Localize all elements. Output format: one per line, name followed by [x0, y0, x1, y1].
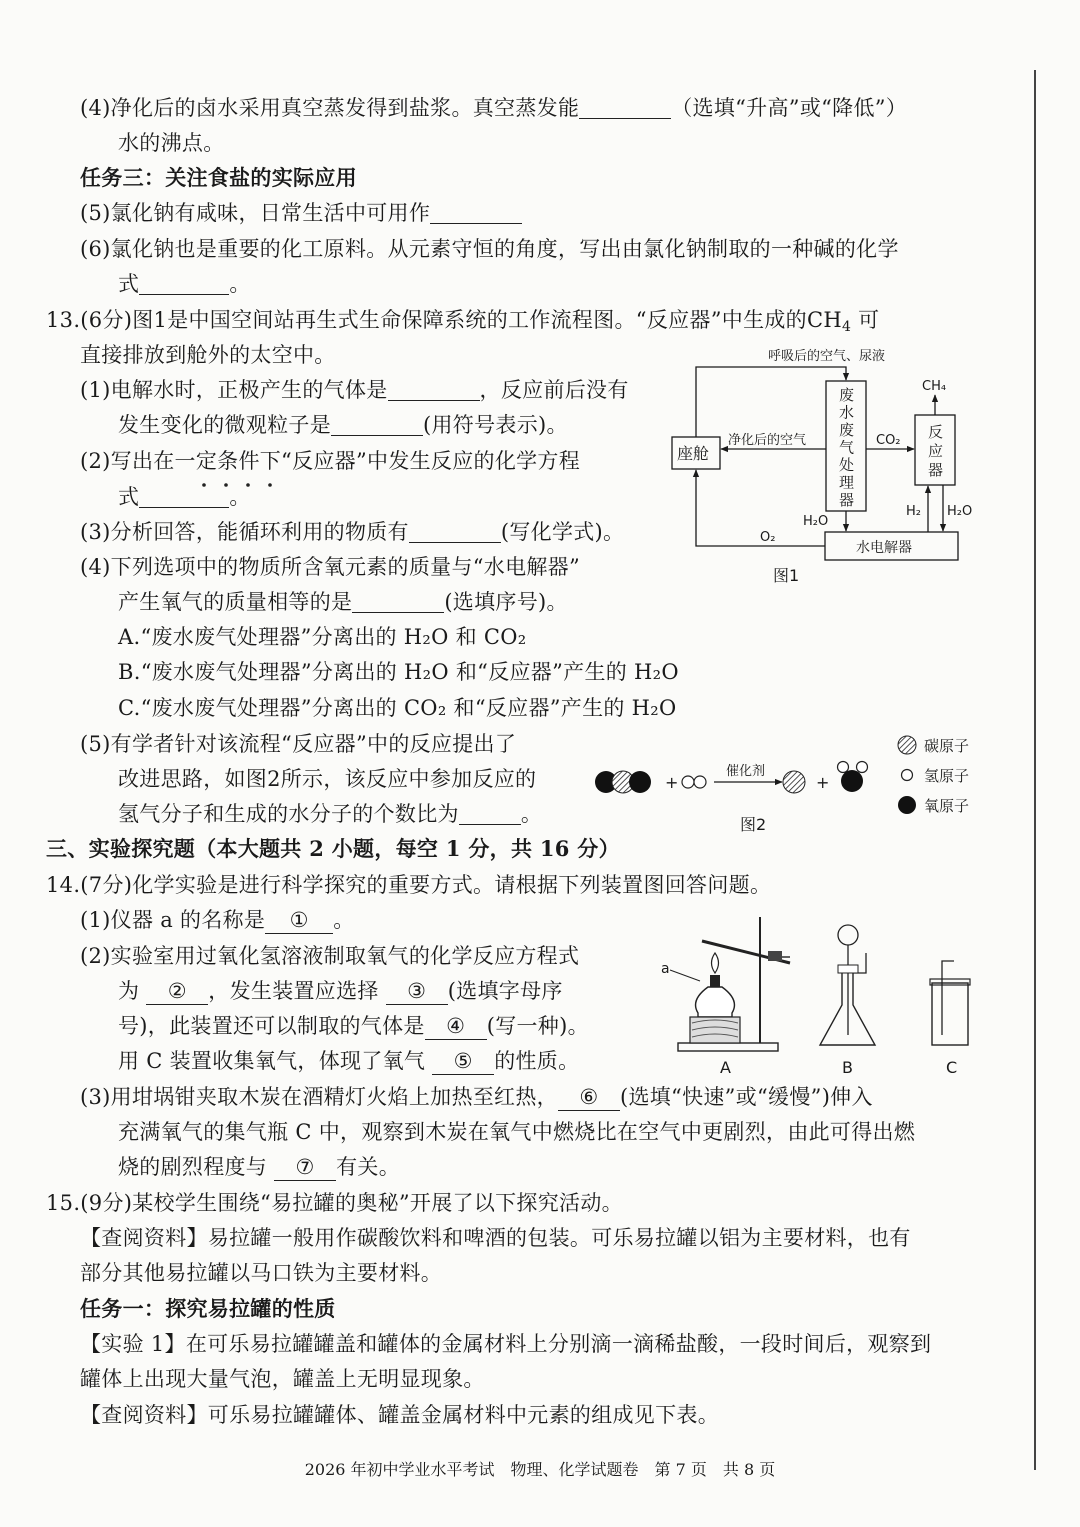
fig1-co2-label: CO₂: [876, 433, 901, 448]
answer-blank-5[interactable]: ⑤: [432, 1048, 494, 1075]
legend-hydrogen-swatch: [902, 770, 913, 781]
apparatus-c-label: C: [946, 1058, 958, 1077]
binding-line: [1034, 70, 1036, 1470]
fig1-h2o-right-label: H₂O: [947, 504, 973, 519]
q13-option-b: B.“废水废气处理器”分离出的 H₂O 和“反应器”产生的 H₂O: [118, 660, 679, 684]
q13-part4-text: 产生氧气的质量相等的是: [118, 590, 353, 614]
fig-box-char: 气: [839, 438, 855, 457]
q14-part3-text3: 烧的剧烈程度与: [118, 1155, 268, 1179]
fig1-caption: 图1: [773, 566, 800, 585]
q14-part2-text6: 用 C 装置收集氧气，体现了氧气: [118, 1049, 426, 1073]
answer-blank[interactable]: [139, 485, 229, 508]
fig1-electrolyzer-label: 水电解器: [856, 540, 912, 556]
period: 。: [333, 908, 355, 932]
fig-box-char: 反: [928, 423, 944, 441]
q12-part4-option: （选填“升高”或“降低”）: [671, 96, 908, 120]
fig-box-char: 废: [839, 386, 855, 404]
q15-ref1-line1: 【查阅资料】易拉罐一般用作碳酸饮料和啤酒的包装。可乐易拉罐以铝为主要材料，也有: [80, 1226, 911, 1250]
q14-part2-line2: [118, 976, 563, 1006]
q13-part1-text3: 发生变化的微观粒子是: [118, 413, 331, 437]
q14-part3-line1: [80, 1082, 873, 1112]
lamp-wick: [710, 975, 720, 987]
q14-part2-line1: (2)实验室用过氧化氢溶液制取氧气的化学反应方程式: [80, 944, 580, 968]
carbon-atom: [783, 771, 805, 793]
clamp: [768, 951, 782, 961]
q13-part5-text: 氢气分子和生成的水分子的个数比为: [118, 802, 459, 826]
legend-carbon-swatch: [898, 736, 916, 754]
period: 。: [229, 485, 251, 509]
fig-box-char: 器: [928, 461, 944, 479]
fig1-top-label: 呼吸后的空气、尿液: [768, 349, 886, 364]
q12-part4-text: (4)净化后的卤水采用真空蒸发得到盐浆。真空蒸发能: [80, 96, 580, 120]
q13-option-a: A.“废水废气处理器”分离出的 H₂O 和 CO₂: [118, 625, 527, 649]
fig1-cabin-label: 座舱: [677, 444, 710, 463]
q14-part1-text: (1)仪器 a 的名称是: [80, 908, 266, 932]
q13-part5-line1: (5)有学者针对该流程“反应器”中的反应提出了: [80, 732, 517, 756]
oxygen-atom: [629, 771, 651, 793]
answer-blank[interactable]: [430, 201, 522, 224]
apparatus-a-label: A: [720, 1058, 731, 1077]
q13-part1-line2: [118, 410, 568, 440]
fig-box-char: 废: [839, 421, 855, 439]
period: 。: [229, 272, 251, 296]
answer-blank-1[interactable]: ①: [265, 907, 333, 934]
answer-blank-4[interactable]: ④: [425, 1013, 487, 1040]
q14-stem: 14.(7分)化学实验是进行科学探究的重要方式。请根据下列装置图回答问题。: [46, 873, 772, 897]
fig-box-char: 器: [839, 491, 855, 509]
q13-part1-text: (1)电解水时，正极产生的气体是: [80, 378, 388, 402]
apparatus-figure: [650, 905, 990, 1080]
fig1-ch4-label: CH₄: [922, 379, 947, 394]
q14-part2-line3: [118, 1011, 589, 1041]
q14-part2-text5: (写一种)。: [486, 1014, 589, 1038]
fig1-arrow-cabin-to-waste: [696, 367, 846, 437]
funnel-bulb: [838, 925, 858, 945]
q13-part5-line2: 改进思路，如图2所示，该反应中参加反应的: [118, 767, 537, 791]
legend-carbon-label: 碳原子: [924, 737, 970, 755]
q14-part2-text2: ，发生装置应选择: [208, 979, 379, 1003]
fig1-purified-label: 净化后的空气: [728, 433, 807, 448]
plus-sign: +: [816, 773, 830, 792]
answer-blank[interactable]: [409, 520, 501, 543]
q13-stem-line2: 直接排放到舱外的太空中。: [80, 343, 336, 367]
q13-part4-text2: (选填序号)。: [444, 590, 568, 614]
q12-part4-line1: [80, 93, 907, 123]
legend-hydrogen-label: 氢原子: [924, 767, 970, 785]
q12-part4-line2: 水的沸点。: [118, 131, 225, 155]
section-3-heading: 三、实验探究题（本大题共 2 小题，每空 1 分，共 16 分）: [46, 836, 620, 861]
q13-part4-line2: [118, 587, 568, 617]
q13-stem-text: 13.(6分)图1是中国空间站再生式生命保障系统的工作流程图。“反应器”中生成的CH: [46, 308, 842, 332]
q13-part3-text2: (写化学式)。: [500, 520, 625, 544]
label-a: a: [661, 961, 670, 977]
q14-part3-text2: (选填“快速”或“缓慢”)伸入: [619, 1085, 873, 1109]
q15-ref2: 【查阅资料】可乐易拉罐罐体、罐盖金属材料中元素的组成见下表。: [80, 1403, 719, 1427]
q12-part6-line1: (6)氯化钠也是重要的化工原料。从元素守恒的角度，写出由氯化钠制取的一种碱的化学: [80, 237, 899, 261]
q13-part2-text: 式: [118, 485, 140, 509]
task3-heading: 任务三：关注食盐的实际应用: [80, 165, 357, 190]
q15-ref1-line2: 部分其他易拉罐以马口铁为主要材料。: [80, 1261, 443, 1285]
hydrogen-atom: [857, 762, 868, 773]
q14-part2-line4: [118, 1046, 579, 1076]
stand-base: [678, 1043, 778, 1051]
q13-stem-end: 可: [858, 308, 880, 332]
q12-part6-text: 式: [118, 272, 140, 296]
ch4-subscript: 4: [841, 319, 852, 335]
q13-part3-text: (3)分析回答，能循环利用的物质有: [80, 520, 409, 544]
q14-part2-text7: 的性质。: [494, 1049, 580, 1073]
answer-blank[interactable]: [459, 802, 521, 825]
q14-part3-line3: [118, 1152, 400, 1182]
hydrogen-atom: [682, 776, 694, 788]
q13-part2-line1: (2)写出在一定条件下“反应器”中发生反应的化学方程: [80, 449, 581, 473]
q13-part1-text2: ，反应前后没有: [479, 378, 629, 402]
q12-part5: [80, 198, 522, 228]
page-footer: 2026 年初中学业水平考试 物理、化学试题卷 第 7 页 共 8 页: [304, 1460, 776, 1479]
period: 。: [520, 802, 543, 826]
q14-part3-line2: 充满氧气的集气瓶 C 中，观察到木炭在氧气中燃烧比在空气中更剧烈，由此可得出燃: [118, 1120, 916, 1144]
legend-oxygen-swatch: [898, 796, 916, 814]
catalyst-label: 催化剂: [726, 764, 766, 779]
fig1-reactor-label: [928, 423, 943, 479]
q13-part3: [80, 517, 624, 547]
figure-2-reaction: [590, 735, 990, 835]
plus-sign: +: [665, 773, 679, 792]
q12-part5-text: (5)氯化钠有咸味，日常生活中可用作: [80, 201, 431, 225]
apparatus-b-label: B: [842, 1058, 853, 1077]
hydrogen-atom: [694, 776, 706, 788]
q15-exp1-line2: 罐体上出现大量气泡，罐盖上无明显现象。: [80, 1367, 485, 1391]
hydrogen-atom: [838, 762, 849, 773]
fig1-waste-label: [839, 386, 854, 509]
q13-stem-line1: [46, 305, 879, 342]
q13-part1-line1: [80, 375, 629, 405]
q14-part3-text4: 有关。: [336, 1155, 400, 1179]
flame: [712, 953, 719, 973]
answer-blank[interactable]: [388, 378, 480, 401]
q14-part3-text: (3)用坩埚钳夹取木炭在酒精灯火焰上加热至红热，: [80, 1085, 558, 1109]
fig-box-char: 应: [928, 442, 944, 460]
q13-part1-text4: (用符号表示)。: [423, 413, 568, 437]
answer-blank-6[interactable]: ⑥: [558, 1084, 620, 1111]
q15-exp1-line1: 【实验 1】在可乐易拉罐罐盖和罐体的金属材料上分别滴一滴稀盐酸，一段时间后，观察到: [80, 1332, 932, 1356]
q14-part2-text3: (选填字母序: [447, 979, 563, 1003]
stopper: [838, 965, 858, 973]
answer-blank-7[interactable]: ⑦: [274, 1154, 336, 1181]
leader-line-a: [670, 970, 700, 981]
q15-stem: 15.(9分)某校学生围绕“易拉罐的奥秘”开展了以下探究活动。: [46, 1191, 623, 1215]
gas-jar: [932, 983, 968, 1045]
legend-oxygen-label: 氧原子: [924, 797, 970, 815]
answer-blank[interactable]: [139, 272, 229, 295]
q13-part5-line3: [118, 799, 542, 829]
answer-blank-3[interactable]: ③: [386, 978, 448, 1005]
fig2-caption: 图2: [740, 815, 767, 834]
gas-tube: [942, 961, 954, 1035]
q12-part6-line2: [118, 269, 251, 299]
q13-option-c: C.“废水废气处理器”分离出的 CO₂ 和“反应器”产生的 H₂O: [118, 696, 677, 720]
fig1-h2-label: H₂: [906, 504, 921, 519]
q14-part1: [80, 905, 355, 935]
figure-1-flowchart: [660, 345, 990, 590]
wooden-block: [690, 1017, 740, 1043]
q13-part2-line2: [118, 482, 251, 512]
answer-blank-2[interactable]: ②: [146, 978, 208, 1005]
fig-box-char: 水: [839, 403, 855, 422]
answer-blank[interactable]: [352, 590, 444, 613]
q14-part2-text: 为: [118, 979, 140, 1003]
fig1-o2-label: O₂: [760, 530, 776, 545]
fig-box-char: 理: [839, 473, 855, 492]
q13-part4-line1: (4)下列选项中的物质所含氧元素的质量与“水电解器”: [80, 555, 581, 579]
task1-heading: 任务一：探究易拉罐的性质: [80, 1296, 336, 1321]
q14-part2-text4: 号)，此装置还可以制取的气体是: [118, 1014, 425, 1038]
fig-box-char: 处: [839, 456, 855, 474]
alcohol-lamp: [696, 987, 735, 1017]
oxygen-atom: [841, 770, 863, 792]
answer-blank[interactable]: [331, 413, 423, 436]
fig1-h2o-left-label: H₂O: [803, 514, 829, 529]
answer-blank[interactable]: [579, 96, 671, 119]
